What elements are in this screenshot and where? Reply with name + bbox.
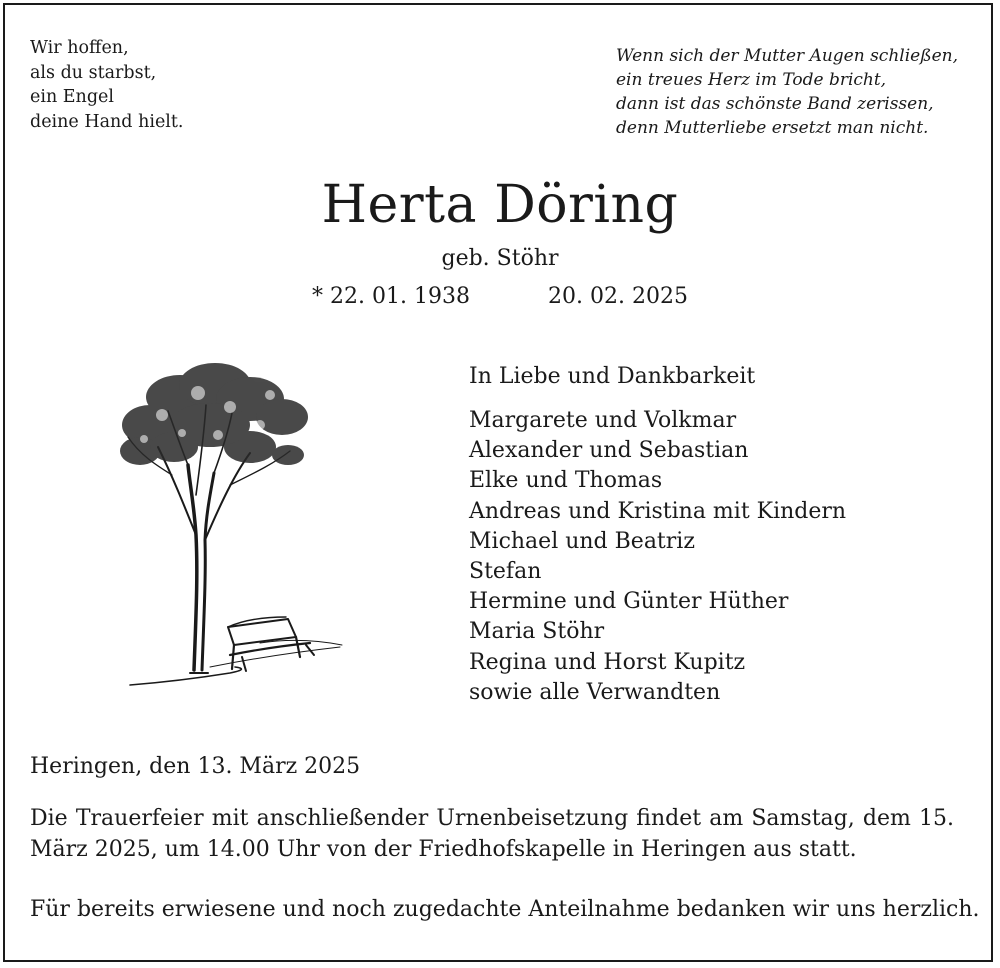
birth-date: * 22. 01. 1938 (312, 284, 470, 309)
mourner-entry: Elke und Thomas (469, 468, 663, 494)
mourners-list (469, 406, 846, 708)
death-date: 20. 02. 2025 (548, 284, 688, 309)
mourners-intro: In Liebe und Dankbarkeit (469, 364, 756, 389)
mourner-entry: Andreas und Kristina mit Kindern (469, 498, 847, 524)
place-and-date: Heringen, den 13. März 2025 (30, 754, 361, 779)
mourner-entry: Maria Stöhr (469, 619, 605, 645)
mourner-entry: Hermine und Günter Hüther (469, 589, 789, 615)
birth-name: geb. Stöhr (441, 246, 559, 271)
mourner-entry: Stefan (469, 559, 542, 585)
poem-right: Wenn sich der Mutter Augen schließen, ein treues Herz im Tode bricht, dann ist das schönste Band zerissen, denn Mutterliebe ersetzt man nicht. (616, 46, 958, 138)
tree-and-bench-illustration (110, 355, 360, 695)
mourner-entry: Margarete und Volkmar (469, 408, 737, 433)
ceremony-notice: Die Trauerfeier mit anschließender Urnenbeisetzung findet am Samstag, dem 15. März 2025, um 14.00 Uhr von der Friedhofskapelle in Heringen aus statt. (30, 806, 954, 862)
mourner-entry: Michael und Beatriz (469, 528, 695, 554)
mourner-entry: sowie alle Verwandten (469, 679, 721, 705)
mourner-entry: Regina und Horst Kupitz (469, 649, 746, 675)
mourner-entry: Alexander und Sebastian (469, 438, 749, 464)
thanks-note: Für bereits erwiesene und noch zugedachte Anteilnahme bedanken wir uns herzlich. (30, 897, 980, 922)
poem-left: Wir hoffen, als du starbst, ein Engel deine Hand hielt. (30, 38, 184, 132)
deceased-name: Herta Döring (321, 175, 679, 235)
